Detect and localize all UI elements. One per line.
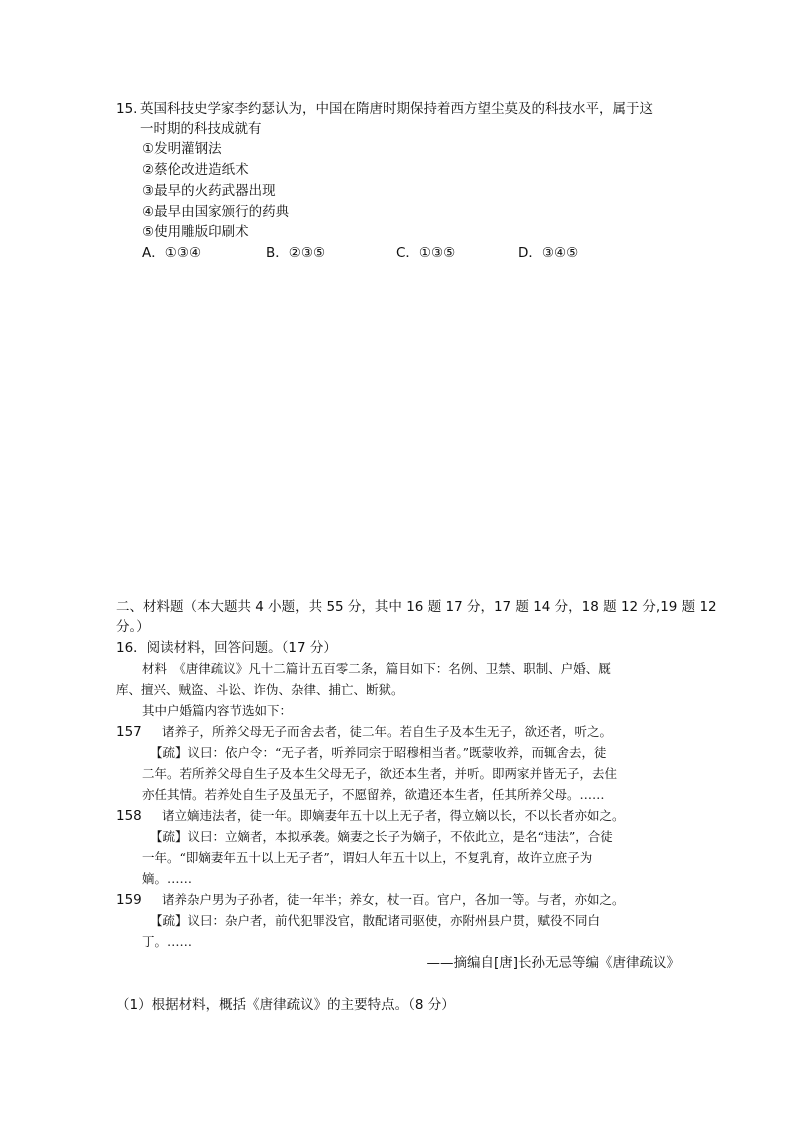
article-number: 159: [116, 892, 142, 908]
article-commentary: 一年。“即嫡妻年五十以上无子者”，谓妇人年五十以上，不复乳育，故许立庶子为: [142, 850, 593, 865]
question-15-stem-line1: 英国科技史学家李约瑟认为，中国在隋唐时期保持着西方望尘莫及的科技水平，属于这: [140, 101, 653, 117]
section-heading-cont: 分。）: [116, 619, 150, 635]
question-15-stem-line2: 一时期的科技成就有: [140, 121, 262, 137]
material-line: 材料 《唐律疏议》凡十二篇计五百零二条，篇目如下：名例、卫禁、职制、户婚、厩: [142, 661, 611, 676]
article-commentary: 丁。……: [142, 934, 193, 949]
option-d: D．③④⑤: [518, 245, 579, 261]
article-commentary: 【疏】议曰：依户令：“无子者，听养同宗于昭穆相当者。”既蒙收养，而辄舍去，徒: [150, 745, 607, 760]
material-line: 其中户婚篇内容节选如下：: [142, 703, 293, 718]
section-heading: 二、材料题（本大题共 4 小题，共 55 分，其中 16 题 17 分，17 题 14 分，18 题 12 分,19 题 12: [116, 599, 717, 615]
article-number: 158: [116, 808, 142, 824]
article-commentary: 嫡。……: [142, 871, 193, 886]
question-15-item: ①发明灌钢法: [142, 141, 222, 157]
question-15-item: ④最早由国家颁行的药典: [142, 204, 290, 220]
material-line: 库、擅兴、贼盗、斗讼、诈伪、杂律、捕亡、断狱。: [116, 682, 404, 697]
article-number: 157: [116, 724, 142, 740]
question-15-item: ②蔡伦改进造纸术: [142, 162, 249, 178]
article-commentary: 亦任其情。若养处自生子及虽无子，不愿留养，欲遣还本生者，任其所养父母。……: [142, 787, 605, 802]
question-15-number: 15.: [116, 101, 138, 117]
option-c: C．①③⑤: [396, 245, 456, 261]
article-commentary: 【疏】议曰：立嫡者，本拟承袭。嫡妻之长子为嫡子，不依此立，是名“违法”，合徒: [150, 829, 613, 844]
question-16-intro: 16．阅读材料，回答问题。（17 分）: [116, 640, 337, 656]
option-b: B．②③⑤: [266, 245, 326, 261]
option-a: A．①③④: [142, 245, 202, 261]
sub-question-1: （1）根据材料，概括《唐律疏议》的主要特点。（8 分）: [116, 997, 455, 1013]
article-text: 诸养杂户男为子孙者，徒一年半；养女，杖一百。官户，各加一等。与者，亦如之。: [162, 892, 625, 907]
article-commentary: 二年。若所养父母自生子及本生父母无子，欲还本生者，并听。即两家并皆无子，去住: [142, 766, 618, 781]
question-15-item: ③最早的火药武器出现: [142, 183, 276, 199]
article-commentary: 【疏】议曰：杂户者，前代犯罪没官，散配诸司驱使，亦附州县户贯，赋役不同白: [150, 913, 601, 928]
article-text: 诸养子，所养父母无子而舍去者，徒二年。若自生子及本生无子，欲还者，听之。: [162, 724, 613, 739]
question-15-item: ⑤使用雕版印刷术: [142, 224, 249, 240]
source-citation: ——摘编自[唐]长孙无忌等编《唐律疏议》: [426, 955, 680, 971]
article-text: 诸立嫡违法者，徒一年。即嫡妻年五十以上无子者，得立嫡以长，不以长者亦如之。: [162, 808, 625, 823]
